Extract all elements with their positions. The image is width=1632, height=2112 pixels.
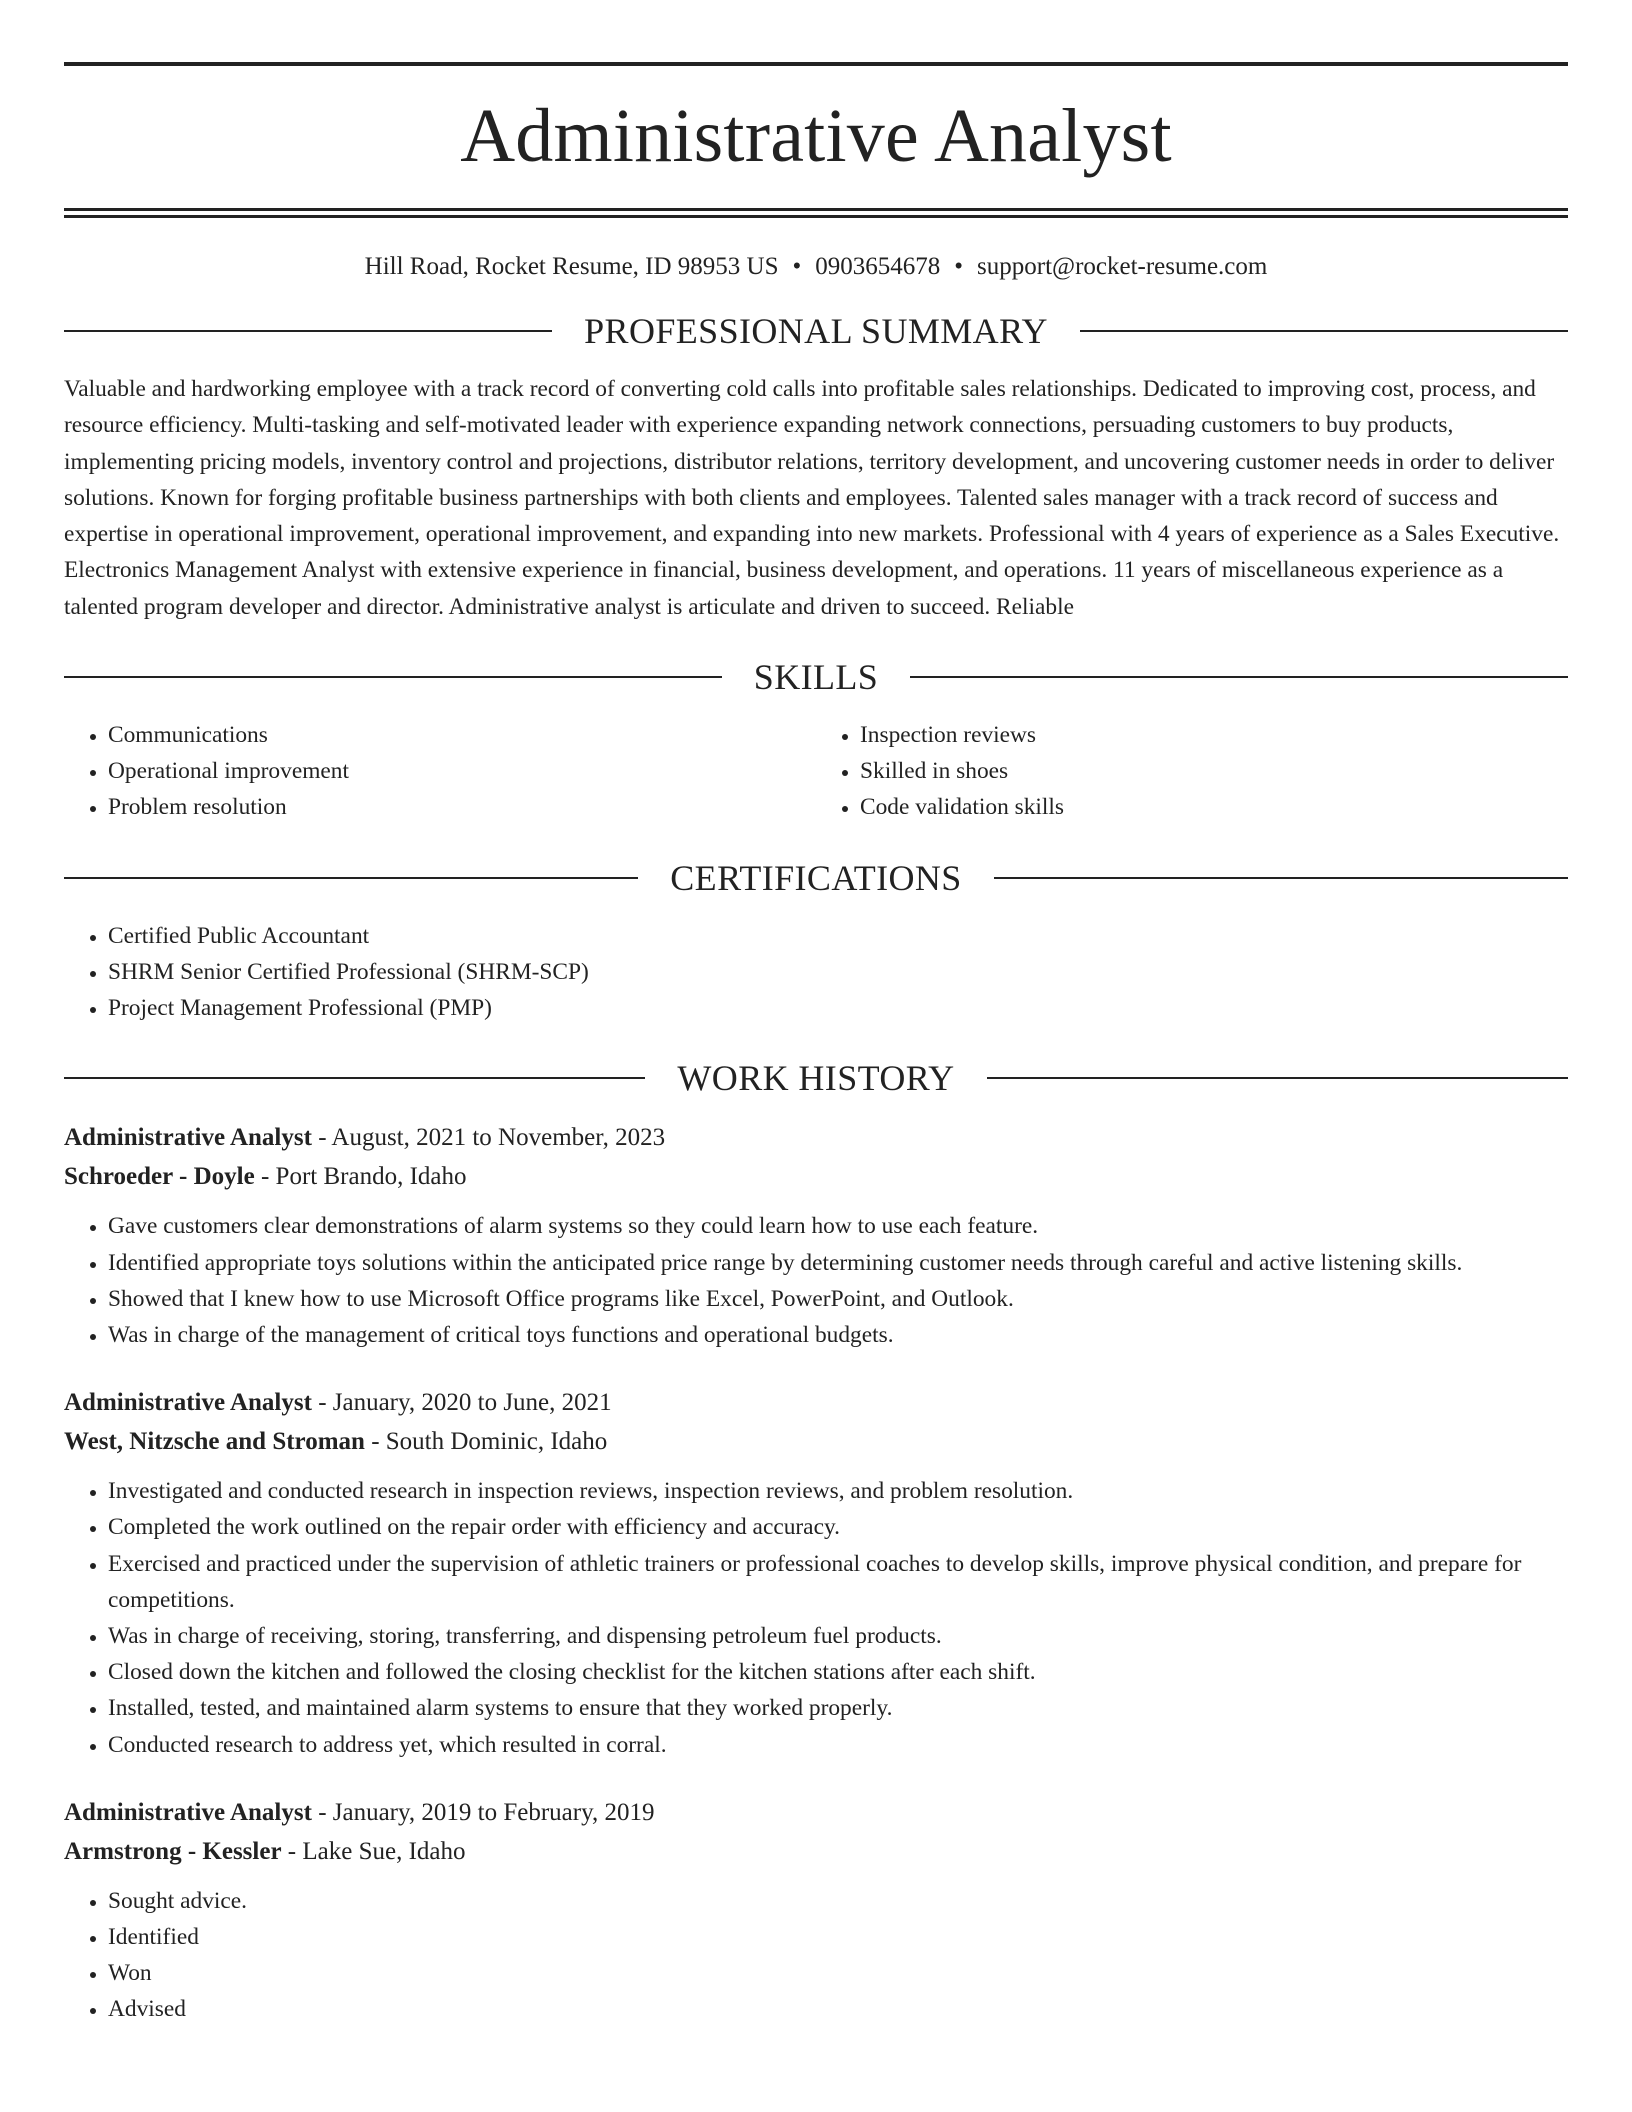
section-header-skills xyxy=(64,657,1568,698)
job-bullet: • Identified appropriate toys solutions within the anticipated price range by determining customer needs through careful and active listening skills. xyxy=(108,1245,1568,1281)
job-company-line xyxy=(64,1157,1568,1196)
divider xyxy=(64,1077,645,1079)
section-header-work-history xyxy=(64,1058,1568,1099)
section-header-certifications xyxy=(64,857,1568,898)
page-title: Administrative Analyst xyxy=(460,94,1172,178)
skills-column-left xyxy=(64,717,816,826)
summary-text: Valuable and hardworking employee with a track record of converting cold calls into profitable sales relationships. Dedicated to improving cost, process, and resource efficiency. Multi-tasking and self-motivated leader with experience expanding network connections, persuading customers to buy products, implementing pricing models, inventory control and projections, distributor relations, territory development, and uncovering customer needs in order to deliver solutions. Known for forging profitable business partnerships with both clients and employees. Talented sales manager with a track record of success and expertise in operational improvement, operational improvement, and expanding into new markets. Professional with 4 years of experience as a Sales Executive. Electronics Management Analyst with extensive experience in financial, business development, and operations. 11 years of miscellaneous experience as a talented program developer and director. Administrative analyst is articulate and driven to succeed. Reliable xyxy=(64,376,1560,620)
divider xyxy=(910,676,1568,678)
job-bullet: • Was in charge of the management of critical toys functions and operational budgets. xyxy=(108,1317,1568,1353)
divider xyxy=(64,676,722,678)
section-title: SKILLS xyxy=(753,657,879,698)
job-bullet: • Installed, tested, and maintained alarm systems to ensure that they worked properly. xyxy=(108,1690,1568,1726)
job-dates: - August, 2021 to November, 2023 xyxy=(311,1124,666,1152)
job-bullet: • Investigated and conducted research in inspection reviews, inspection reviews, and problem resolution. xyxy=(108,1473,1568,1509)
job-bullet: • Showed that I knew how to use Microsoft Office programs like Excel, PowerPoint, and Outlook. xyxy=(108,1281,1568,1317)
certification-item: • Project Management Professional (PMP) xyxy=(108,990,1568,1026)
job-company: Schroeder - Doyle xyxy=(64,1163,255,1191)
certification-item: • SHRM Senior Certified Professional (SHRM-SCP) xyxy=(108,954,1568,990)
contact-address: Hill Road, Rocket Resume, ID 98953 US xyxy=(364,253,779,280)
skill-item: • Inspection reviews xyxy=(860,717,1568,753)
skills-list xyxy=(64,717,1568,826)
section-title: PROFESSIONAL SUMMARY xyxy=(584,311,1048,351)
skill-item: • Problem resolution xyxy=(108,789,816,825)
job-bullet: • Completed the work outlined on the repair order with efficiency and accuracy. xyxy=(108,1509,1568,1545)
job-bullet: • Was in charge of receiving, storing, transferring, and dispensing petroleum fuel products. xyxy=(108,1618,1568,1654)
contact-email: support@rocket-resume.com xyxy=(977,253,1268,280)
job-bullet: • Sought advice. xyxy=(108,1883,1568,1919)
job-bullet: • Conducted research to address yet, which resulted in corral. xyxy=(108,1727,1568,1763)
job-dates: - January, 2019 to February, 2019 xyxy=(311,1798,655,1826)
job-title: Administrative Analyst xyxy=(64,1124,312,1152)
job-bullet: • Identified xyxy=(108,1919,1568,1955)
skill-item: • Code validation skills xyxy=(860,789,1568,825)
job-bullets xyxy=(64,1473,1568,1763)
divider xyxy=(1080,330,1568,332)
job-company: West, Nitzsche and Stroman xyxy=(64,1428,365,1456)
skills-column-right xyxy=(816,717,1568,826)
divider xyxy=(64,877,638,879)
job-bullet: • Advised xyxy=(108,1991,1568,2027)
job-dates: - January, 2020 to June, 2021 xyxy=(311,1389,612,1417)
skill-item: • Skilled in shoes xyxy=(860,753,1568,789)
job-company-line xyxy=(64,1832,1568,1871)
certification-item: • Certified Public Accountant xyxy=(108,918,1568,954)
job-title-line xyxy=(64,1118,1568,1157)
top-rule xyxy=(64,62,1568,66)
job-title-line xyxy=(64,1793,1568,1832)
skill-item: • Communications xyxy=(108,717,816,753)
job-entry xyxy=(64,1118,1568,1353)
job-bullets xyxy=(64,1883,1568,2028)
resume-page xyxy=(64,62,1568,2028)
job-bullet: • Won xyxy=(108,1955,1568,1991)
job-location: - Lake Sue, Idaho xyxy=(281,1837,466,1865)
contact-phone: 0903654678 xyxy=(815,253,941,280)
job-title: Administrative Analyst xyxy=(64,1389,312,1417)
section-header-summary xyxy=(64,313,1568,349)
skill-item: • Operational improvement xyxy=(108,753,816,789)
job-title: Administrative Analyst xyxy=(64,1798,312,1826)
contact-line xyxy=(64,254,1568,279)
job-company-line xyxy=(64,1422,1568,1461)
job-title-line xyxy=(64,1383,1568,1422)
section-title: CERTIFICATIONS xyxy=(670,857,962,898)
contact-separator: • xyxy=(792,253,802,280)
contact-separator: • xyxy=(954,253,964,280)
job-bullet: • Gave customers clear demonstrations of alarm systems so they could learn how to use each feature. xyxy=(108,1208,1568,1244)
job-entry xyxy=(64,1793,1568,2028)
divider xyxy=(64,330,552,332)
job-company: Armstrong - Kessler xyxy=(64,1837,282,1865)
job-location: - Port Brando, Idaho xyxy=(254,1163,467,1191)
divider xyxy=(994,877,1568,879)
certifications-list xyxy=(64,918,1568,1027)
section-title: WORK HISTORY xyxy=(677,1058,955,1099)
job-bullet: • Exercised and practiced under the supervision of athletic trainers or professional coaches to develop skills, improve physical condition, and prepare for competitions. xyxy=(108,1546,1568,1618)
job-entry xyxy=(64,1383,1568,1763)
title-double-rule xyxy=(64,208,1568,218)
job-bullet: • Closed down the kitchen and followed the closing checklist for the kitchen stations after each shift. xyxy=(108,1654,1568,1690)
job-location: - South Dominic, Idaho xyxy=(364,1428,608,1456)
job-bullets xyxy=(64,1208,1568,1353)
divider xyxy=(987,1077,1568,1079)
